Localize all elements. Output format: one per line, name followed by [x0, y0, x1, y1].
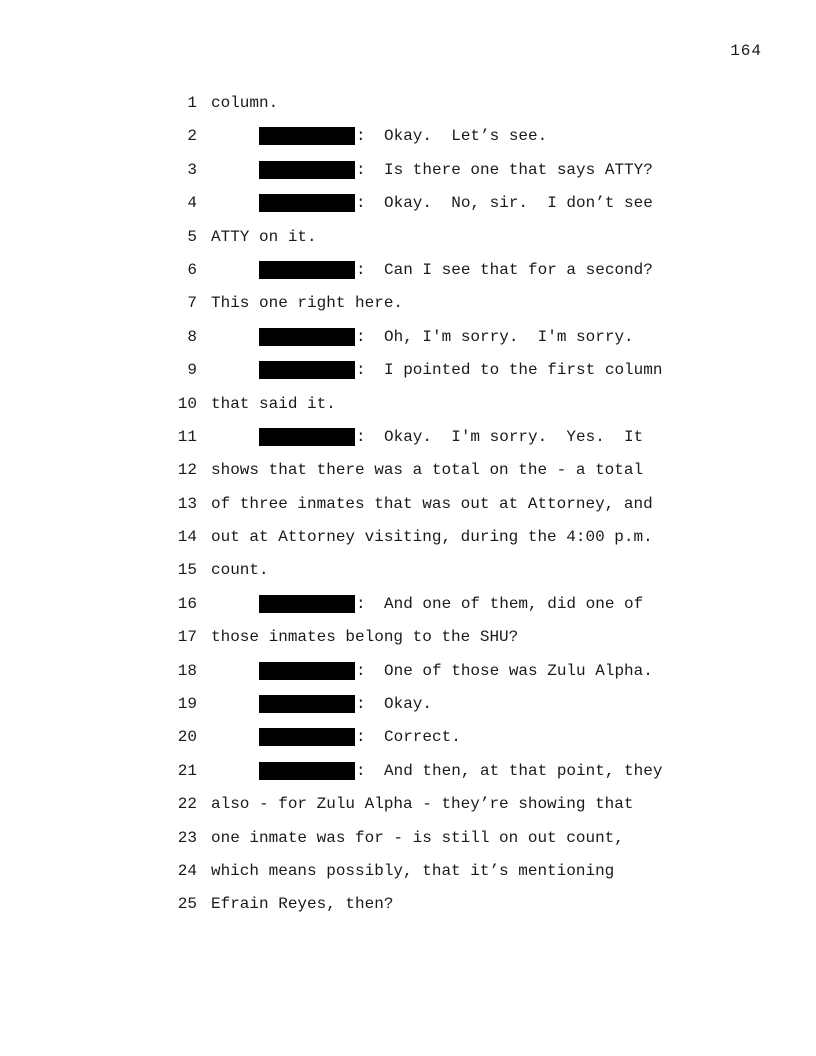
line-number: 25: [177, 895, 197, 914]
line-text: ATTY on it.: [211, 227, 317, 246]
line-text: of three inmates that was out at Attorney, and: [211, 494, 653, 513]
transcript-line: [160, 525, 720, 558]
line-number: 21: [177, 761, 197, 780]
line-text: also - for Zulu Alpha - they’re showing that: [211, 795, 634, 814]
line-text: Okay.: [384, 695, 433, 714]
line-number: 11: [177, 427, 197, 446]
line-text: And then, at that point, they: [384, 761, 663, 780]
transcript-line: [160, 225, 720, 258]
speaker-colon: :: [356, 194, 366, 213]
redacted-speaker-name: [259, 428, 355, 446]
transcript-line: [160, 659, 720, 692]
line-number: 9: [187, 361, 197, 380]
transcript-body: [160, 91, 720, 926]
transcript-line: [160, 892, 720, 925]
line-number: 8: [187, 327, 197, 346]
line-text: count.: [211, 561, 269, 580]
line-number: 16: [177, 594, 197, 613]
redacted-speaker-name: [259, 261, 355, 279]
line-number: 7: [187, 294, 197, 313]
speaker-colon: :: [356, 695, 366, 714]
speaker-colon: :: [356, 327, 366, 346]
line-text: column.: [211, 94, 279, 112]
speaker-colon: :: [356, 160, 366, 179]
transcript-line: [160, 191, 720, 224]
line-number: 3: [187, 160, 197, 179]
line-number: 14: [177, 528, 197, 547]
line-text: Okay. Let’s see.: [384, 127, 548, 146]
redacted-speaker-name: [259, 328, 355, 346]
line-text: Is there one that says ATTY?: [384, 160, 653, 179]
speaker-colon: :: [356, 728, 366, 747]
redacted-speaker-name: [259, 595, 355, 613]
transcript-line: [160, 258, 720, 291]
transcript-line: [160, 625, 720, 658]
transcript-line: [160, 725, 720, 758]
page-number: 164: [730, 42, 762, 60]
transcript-line: [160, 91, 720, 124]
line-number: 12: [177, 461, 197, 480]
line-text: Can I see that for a second?: [384, 260, 653, 279]
transcript-line: [160, 291, 720, 324]
transcript-line: [160, 759, 720, 792]
line-text: Efrain Reyes, then?: [211, 895, 394, 914]
line-number: 17: [177, 628, 197, 647]
transcript-line: [160, 558, 720, 591]
line-text: I pointed to the first column: [384, 361, 663, 380]
line-number: 6: [187, 260, 197, 279]
transcript-line: [160, 492, 720, 525]
line-number: 5: [187, 227, 197, 246]
speaker-colon: :: [356, 594, 366, 613]
speaker-colon: :: [356, 127, 366, 146]
redacted-speaker-name: [259, 762, 355, 780]
speaker-colon: :: [356, 761, 366, 780]
line-number: 19: [177, 695, 197, 714]
line-text: which means possibly, that it’s mentioning: [211, 861, 615, 880]
redacted-speaker-name: [259, 728, 355, 746]
line-number: 13: [177, 494, 197, 513]
line-text: out at Attorney visiting, during the 4:00 p.m.: [211, 528, 653, 547]
redacted-speaker-name: [259, 695, 355, 713]
line-text: Correct.: [384, 728, 461, 747]
redacted-speaker-name: [259, 662, 355, 680]
transcript-line: [160, 425, 720, 458]
line-number: 20: [177, 728, 197, 747]
speaker-colon: :: [356, 260, 366, 279]
line-number: 18: [177, 661, 197, 680]
speaker-colon: :: [356, 427, 366, 446]
line-text: And one of them, did one of: [384, 594, 644, 613]
line-number: 10: [177, 394, 197, 413]
line-text: Oh, I'm sorry. I'm sorry.: [384, 327, 634, 346]
transcript-line: [160, 692, 720, 725]
line-text: Okay. No, sir. I don’t see: [384, 194, 653, 213]
line-number: 1: [187, 94, 197, 112]
line-number: 2: [187, 127, 197, 146]
speaker-colon: :: [356, 361, 366, 380]
line-number: 23: [177, 828, 197, 847]
line-number: 4: [187, 194, 197, 213]
redacted-speaker-name: [259, 194, 355, 212]
transcript-line: [160, 358, 720, 391]
line-text: One of those was Zulu Alpha.: [384, 661, 653, 680]
line-number: 24: [177, 861, 197, 880]
line-number: 22: [177, 795, 197, 814]
transcript-line: [160, 859, 720, 892]
speaker-colon: :: [356, 661, 366, 680]
line-text: This one right here.: [211, 294, 404, 313]
line-number: 15: [177, 561, 197, 580]
transcript-line: [160, 458, 720, 491]
redacted-speaker-name: [259, 161, 355, 179]
line-text: Okay. I'm sorry. Yes. It: [384, 427, 644, 446]
redacted-speaker-name: [259, 127, 355, 145]
transcript-line: [160, 792, 720, 825]
transcript-line: [160, 325, 720, 358]
line-text: shows that there was a total on the - a total: [211, 461, 644, 480]
line-text: one inmate was for - is still on out count,: [211, 828, 624, 847]
redacted-speaker-name: [259, 361, 355, 379]
transcript-line: [160, 392, 720, 425]
line-text: those inmates belong to the SHU?: [211, 628, 519, 647]
transcript-line: [160, 124, 720, 157]
transcript-line: [160, 826, 720, 859]
transcript-line: [160, 592, 720, 625]
transcript-line: [160, 158, 720, 191]
line-text: that said it.: [211, 394, 336, 413]
